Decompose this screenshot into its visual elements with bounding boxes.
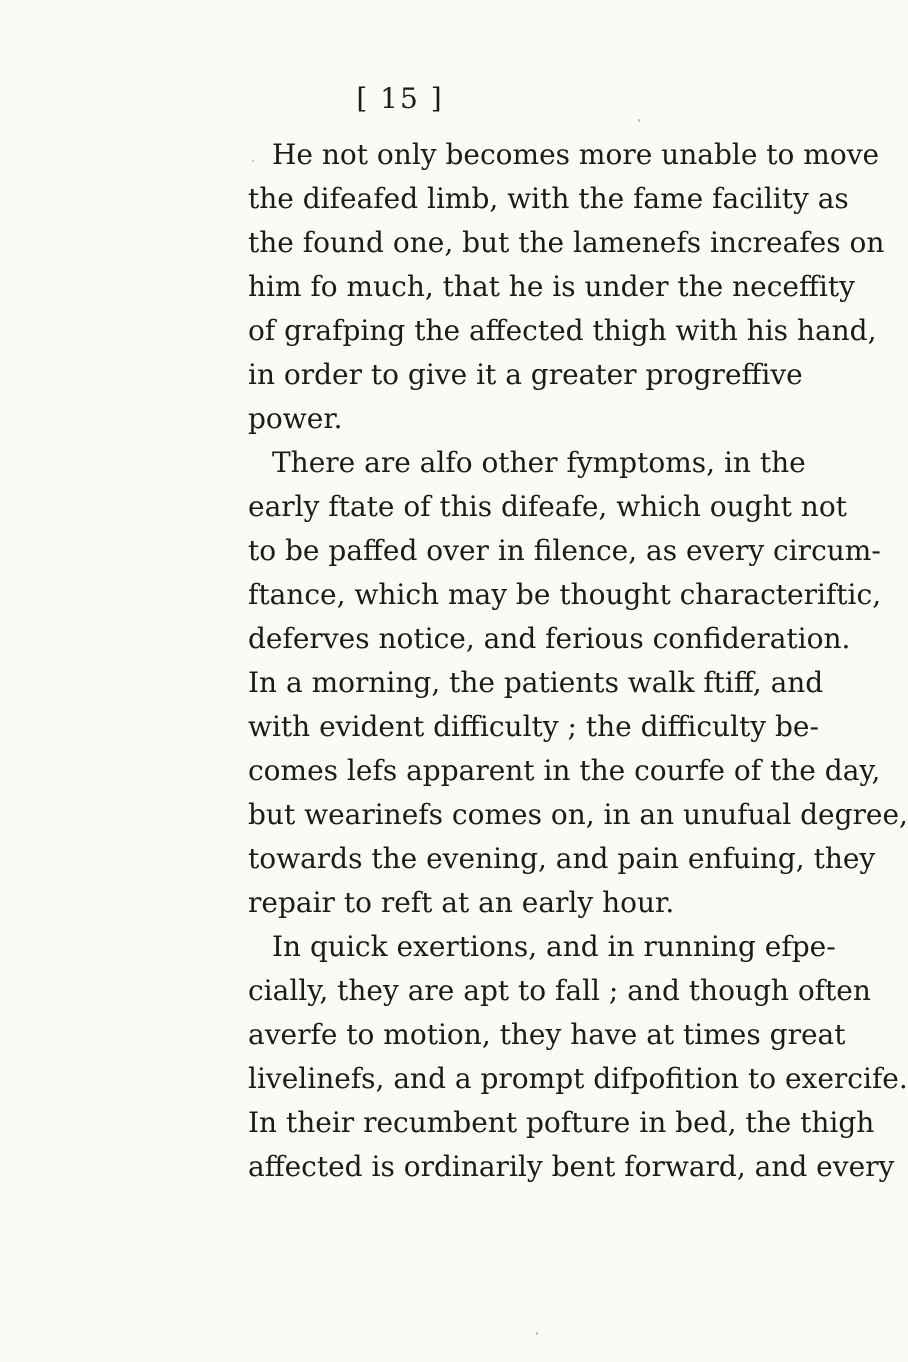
text-line: towards the evening, and pain enfuing, they — [248, 842, 876, 875]
text-line: There are alfo other fymptoms, in the — [272, 446, 806, 479]
text-line: him fo much, that he is under the neceffity — [248, 270, 855, 303]
paper-speck — [536, 1332, 538, 1335]
text-line: comes lefs apparent in the courfe of the day, — [248, 754, 881, 787]
text-line: of grafping the affected thigh with his hand, — [248, 314, 877, 347]
text-line: In a morning, the patients walk ftiff, and — [248, 666, 824, 699]
text-line: in order to give it a greater progreffive — [248, 358, 803, 391]
text-line: but wearinefs comes on, in an unufual degree, — [248, 798, 908, 831]
text-line: early ftate of this difeafe, which ought not — [248, 490, 847, 523]
text-line: In their recumbent pofture in bed, the thigh — [248, 1106, 875, 1139]
text-line: cially, they are apt to fall ; and though often — [248, 974, 871, 1007]
paper-speck — [252, 160, 254, 162]
page-number: [ 15 ] — [356, 82, 444, 115]
text-line: ftance, which may be thought characteriftic, — [248, 578, 882, 611]
body-text — [248, 133, 908, 1189]
text-line: livelinefs, and a prompt difpofition to exercife. — [248, 1062, 908, 1095]
text-line: In quick exertions, and in running efpe- — [272, 930, 836, 963]
text-line: deferves notice, and ferious confideration. — [248, 622, 851, 655]
text-line: the difeafed limb, with the fame facility as — [248, 182, 849, 215]
text-line: averfe to motion, they have at times great — [248, 1018, 846, 1051]
text-line: repair to reft at an early hour. — [248, 886, 675, 919]
text-line: power. — [248, 402, 343, 435]
text-line: affected is ordinarily bent forward, and every — [248, 1150, 895, 1183]
text-line: He not only becomes more unable to move — [272, 138, 880, 171]
text-line: to be paffed over in filence, as every circum- — [248, 534, 881, 567]
text-line: the found one, but the lamenefs increafes on — [248, 226, 885, 259]
text-line: with evident difficulty ; the difficulty be- — [248, 710, 819, 743]
paper-speck — [638, 119, 640, 122]
